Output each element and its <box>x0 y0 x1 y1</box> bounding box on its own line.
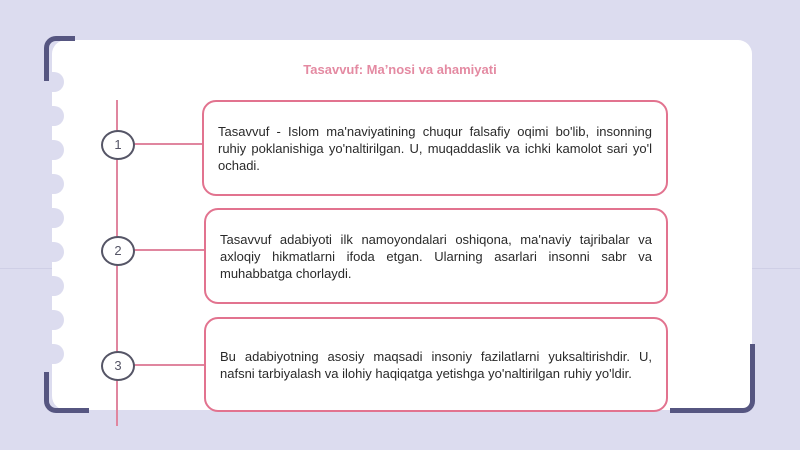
step-text-1: Tasavvuf - Islom ma'naviyatining chuqur falsafiy oqimi bo'lib, insonning ruhiy poklanishiga yo'naltirilgan. U, muqaddaslik va ichki kamolot sari yo'l ochadi. <box>218 123 652 173</box>
binder-hole <box>36 140 64 160</box>
timeline-connector <box>134 249 204 251</box>
notebook-holes <box>36 72 66 372</box>
step-card-1 <box>202 100 668 196</box>
binder-hole <box>36 174 64 194</box>
slide-title: Tasavvuf: Ma’nosi va ahamiyati <box>303 62 497 77</box>
step-number-1: 1 <box>101 130 135 160</box>
step-card-3 <box>204 317 668 412</box>
binder-hole <box>36 276 64 296</box>
step-card-2 <box>204 208 668 304</box>
timeline-connector <box>134 143 202 145</box>
timeline-connector <box>134 364 204 366</box>
corner-bracket-bottom-right <box>670 344 755 413</box>
step-number-2: 2 <box>101 236 135 266</box>
binder-hole <box>36 310 64 330</box>
binder-hole <box>36 106 64 126</box>
step-number-3: 3 <box>101 351 135 381</box>
step-text-3: Bu adabiyotning asosiy maqsadi insoniy fazilatlarni yuksaltirishdir. U, nafsni tarbiyalash va ilohiy haqiqatga yetishga yo'naltirilgan ruhiy yo'ldir. <box>220 348 652 381</box>
binder-hole <box>36 242 64 262</box>
binder-hole <box>36 344 64 364</box>
corner-bracket-bottom-left <box>44 372 89 413</box>
binder-hole <box>36 208 64 228</box>
step-text-2: Tasavvuf adabiyoti ilk namoyondalari oshiqona, ma'naviy tajribalar va axloqiy hikmatlarni ifoda etgan. Ularning asarlari insonni sabr va muhabbatga chorlaydi. <box>220 231 652 281</box>
